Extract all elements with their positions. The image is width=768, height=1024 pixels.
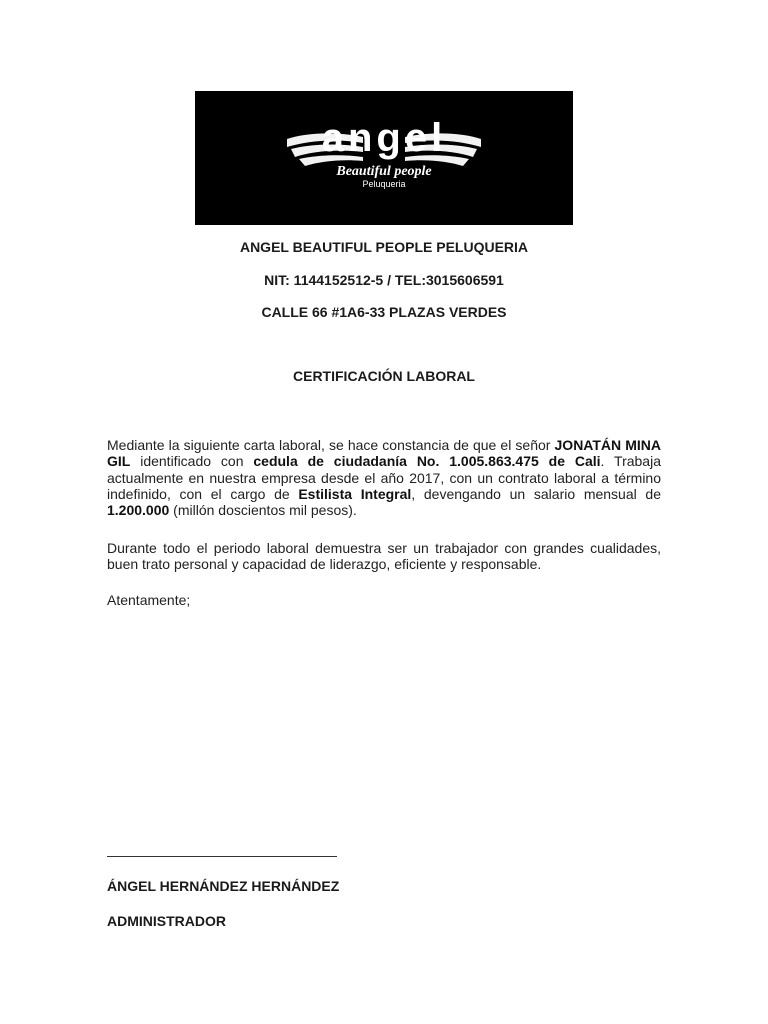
employee-name: JONATÁN MINA GIL <box>107 437 662 470</box>
logo-subtitle: Peluqueria <box>362 179 406 189</box>
logo-word: angel <box>321 116 447 160</box>
para1-text-4: , devengando un salario mensual de <box>411 485 662 502</box>
logo-tagline: Beautiful people <box>336 164 432 179</box>
certification-paragraph <box>107 437 661 518</box>
employee-id-document: cedula de ciudadanía No. 1.005.863.475 de Cali <box>253 453 601 470</box>
para1-text-2: identificado con <box>130 453 254 470</box>
signer-name: ÁNGEL HERNÁNDEZ HERNÁNDEZ <box>107 878 340 894</box>
company-name: ANGEL BEAUTIFUL PEOPLE PELUQUERIA <box>239 239 529 255</box>
document-title: CERTIFICACIÓN LABORAL <box>293 368 475 384</box>
employee-position: Estilista Integral <box>298 485 412 502</box>
angel-wings-logo-icon <box>195 91 573 225</box>
company-logo <box>195 91 573 225</box>
para1-text-1: Mediante la siguiente carta laboral, se hace constancia de que el señor <box>107 437 555 453</box>
company-nit-phone: NIT: 1144152512-5 / TEL:3015606591 <box>264 272 504 288</box>
para1-text-5: (millón doscientos mil pesos). <box>169 502 357 519</box>
para1-text-3: . Trabaja actualmente en nuestra empresa desde el año 2017, con un contrato laboral a término indefinido, con el cargo de <box>107 453 661 502</box>
closing-salutation: Atentamente; <box>107 592 191 608</box>
signature-line <box>107 856 337 857</box>
qualities-paragraph: Durante todo el periodo laboral demuestra ser un trabajador con grandes cualidades, buen trato personal y capacidad de liderazgo, eficiente y responsable. <box>107 540 661 573</box>
company-address: CALLE 66 #1A6-33 PLAZAS VERDES <box>261 304 507 320</box>
employee-salary: 1.200.000 <box>107 502 170 519</box>
signer-role: ADMINISTRADOR <box>107 913 226 929</box>
